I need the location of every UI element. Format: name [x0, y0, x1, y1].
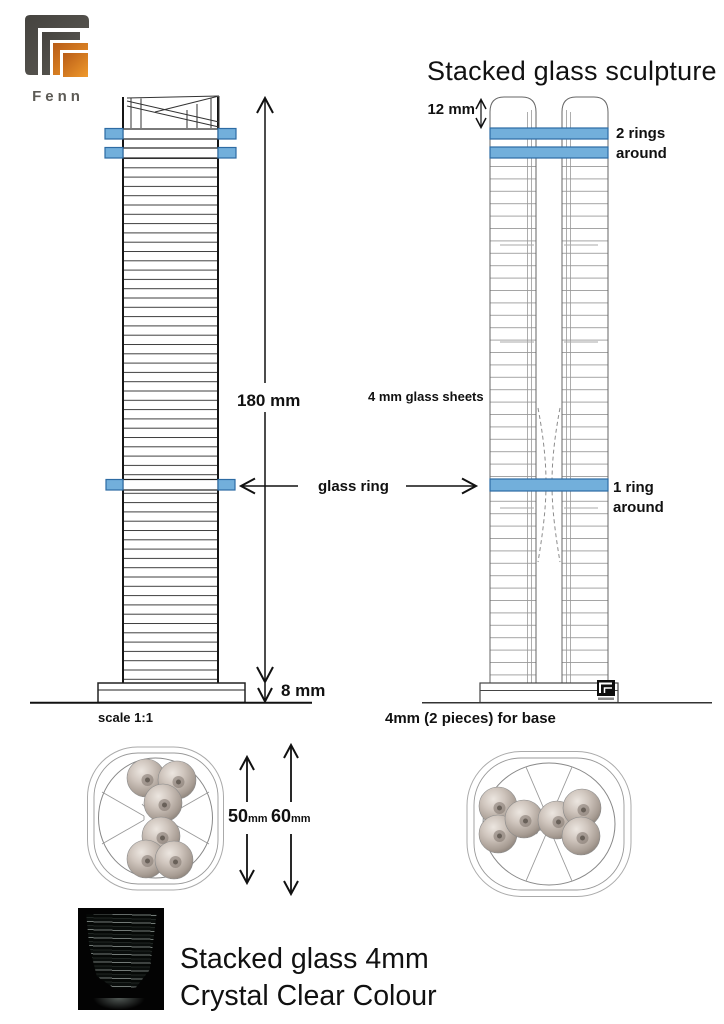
fenn-logo-text: Fenn [32, 88, 84, 105]
glass-sheet-stack [124, 158, 218, 683]
ring-tab-icon [105, 148, 123, 159]
page-title: Stacked glass sculpture [427, 56, 717, 86]
ring-tab-icon [106, 480, 123, 491]
tilted-top-sheet [127, 96, 219, 128]
dim-50mm-value: 50 [228, 806, 249, 826]
ring-tab-icon [105, 129, 123, 140]
glass-marbles [127, 759, 196, 879]
sculpture-photo [78, 908, 164, 1010]
dim-50mm-label [228, 806, 268, 827]
sheet-stack-left-column [491, 166, 536, 683]
glass-ring-band [490, 479, 608, 491]
glass-marbles [479, 787, 601, 855]
rings-top-note-line1: 2 rings [616, 125, 666, 142]
footer-caption-line1: Stacked glass 4mm [180, 943, 429, 975]
dim-60mm-value: 60 [271, 806, 292, 826]
dim-60mm-label [271, 806, 311, 827]
ring-tab-icon [218, 480, 235, 491]
middle-glass-ring [106, 480, 235, 491]
ring-tab-icon [218, 129, 236, 140]
dim-8mm-label: 8 mm [281, 681, 326, 700]
glass-ring-label: glass ring [318, 478, 389, 495]
dim-180mm-label: 180 mm [237, 391, 301, 410]
rings-top-note [616, 124, 667, 164]
scale-note: scale 1:1 [98, 710, 153, 725]
sheets-note: 4 mm glass sheets [368, 389, 484, 404]
sheet-stack-right-column [563, 166, 608, 683]
photo-reflection [93, 998, 145, 1010]
glass-ring-band [490, 128, 608, 139]
glass-vase-image [83, 914, 159, 994]
footer-caption [180, 941, 437, 1015]
base-right [422, 683, 712, 703]
dim-12mm-label: 12 mm [427, 101, 475, 118]
ring-mid-note-line1: 1 ring [613, 479, 654, 496]
glass-ring-band [490, 147, 608, 158]
base-note: 4mm (2 pieces) for base [385, 710, 556, 727]
dim-12mm-arrow [476, 100, 486, 128]
dim-50mm-unit: mm [248, 813, 268, 825]
upper-glass-rings [105, 129, 236, 159]
ring-mid-note [613, 478, 664, 518]
dim-60mm-unit: mm [291, 813, 311, 825]
footer-caption-line2: Crystal Clear Colour [180, 980, 437, 1012]
ring-mid-note-line2: around [613, 499, 664, 516]
ring-tab-icon [218, 148, 236, 159]
rings-top-note-line2: around [616, 145, 667, 162]
top-view-right [467, 752, 631, 897]
